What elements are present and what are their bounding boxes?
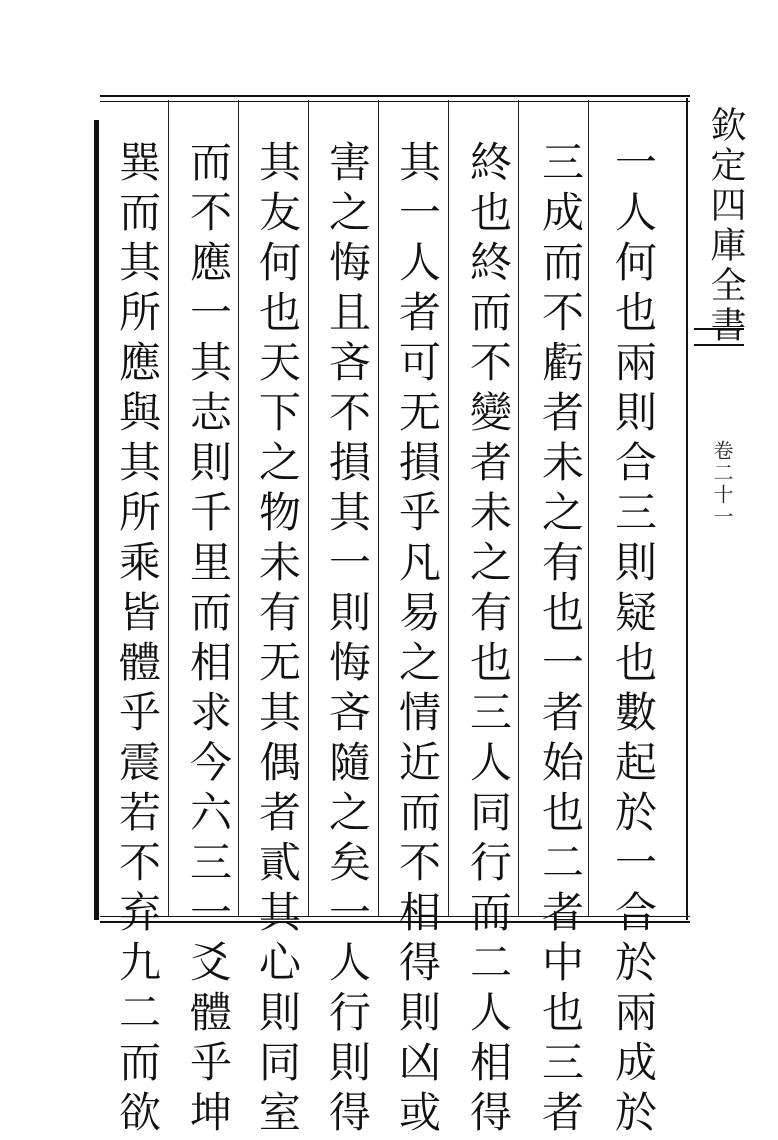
column-text: 三成而不虧者未之有也一者始也二者中也三者 xyxy=(536,140,585,1140)
text-column-2 xyxy=(527,140,593,1140)
frame-right-border xyxy=(686,98,688,920)
page-margin-header xyxy=(690,100,750,920)
column-text: 其友何也天下之物未有无其偶者貳其心則同室 xyxy=(253,140,302,1140)
column-text: 害之悔且吝不損其一則悔吝隨之矣一人行則得 xyxy=(323,140,372,1140)
column-text: 終也終而不變者未之有也三人同行而二人相得 xyxy=(464,140,513,1140)
text-column-8 xyxy=(104,140,170,1140)
column-text: 其一人者可无損乎凡易之情近而不相得則凶或 xyxy=(393,140,442,1140)
column-text: 巽而其所應與其所乘皆體乎震若不弃九二而欲 xyxy=(113,140,162,1140)
juan-number: 卷二十一 xyxy=(710,440,734,528)
column-text: 而不應一其志則千里而相求今六三一爻體乎坤 xyxy=(184,140,233,1140)
text-column-7 xyxy=(175,140,241,1140)
text-column-6 xyxy=(244,140,310,1140)
book-title: 欽定四庫全書 xyxy=(705,106,746,346)
frame-top-border xyxy=(100,95,690,102)
column-text: 一人何也兩則合三則疑也數起於一合於兩成於 xyxy=(609,140,658,1140)
fishtail-mark xyxy=(694,328,744,346)
text-column-4 xyxy=(384,140,450,1140)
text-column-3 xyxy=(455,140,521,1140)
text-column-1 xyxy=(600,140,666,1140)
text-column-5 xyxy=(314,140,380,1140)
frame-left-border xyxy=(94,120,99,920)
